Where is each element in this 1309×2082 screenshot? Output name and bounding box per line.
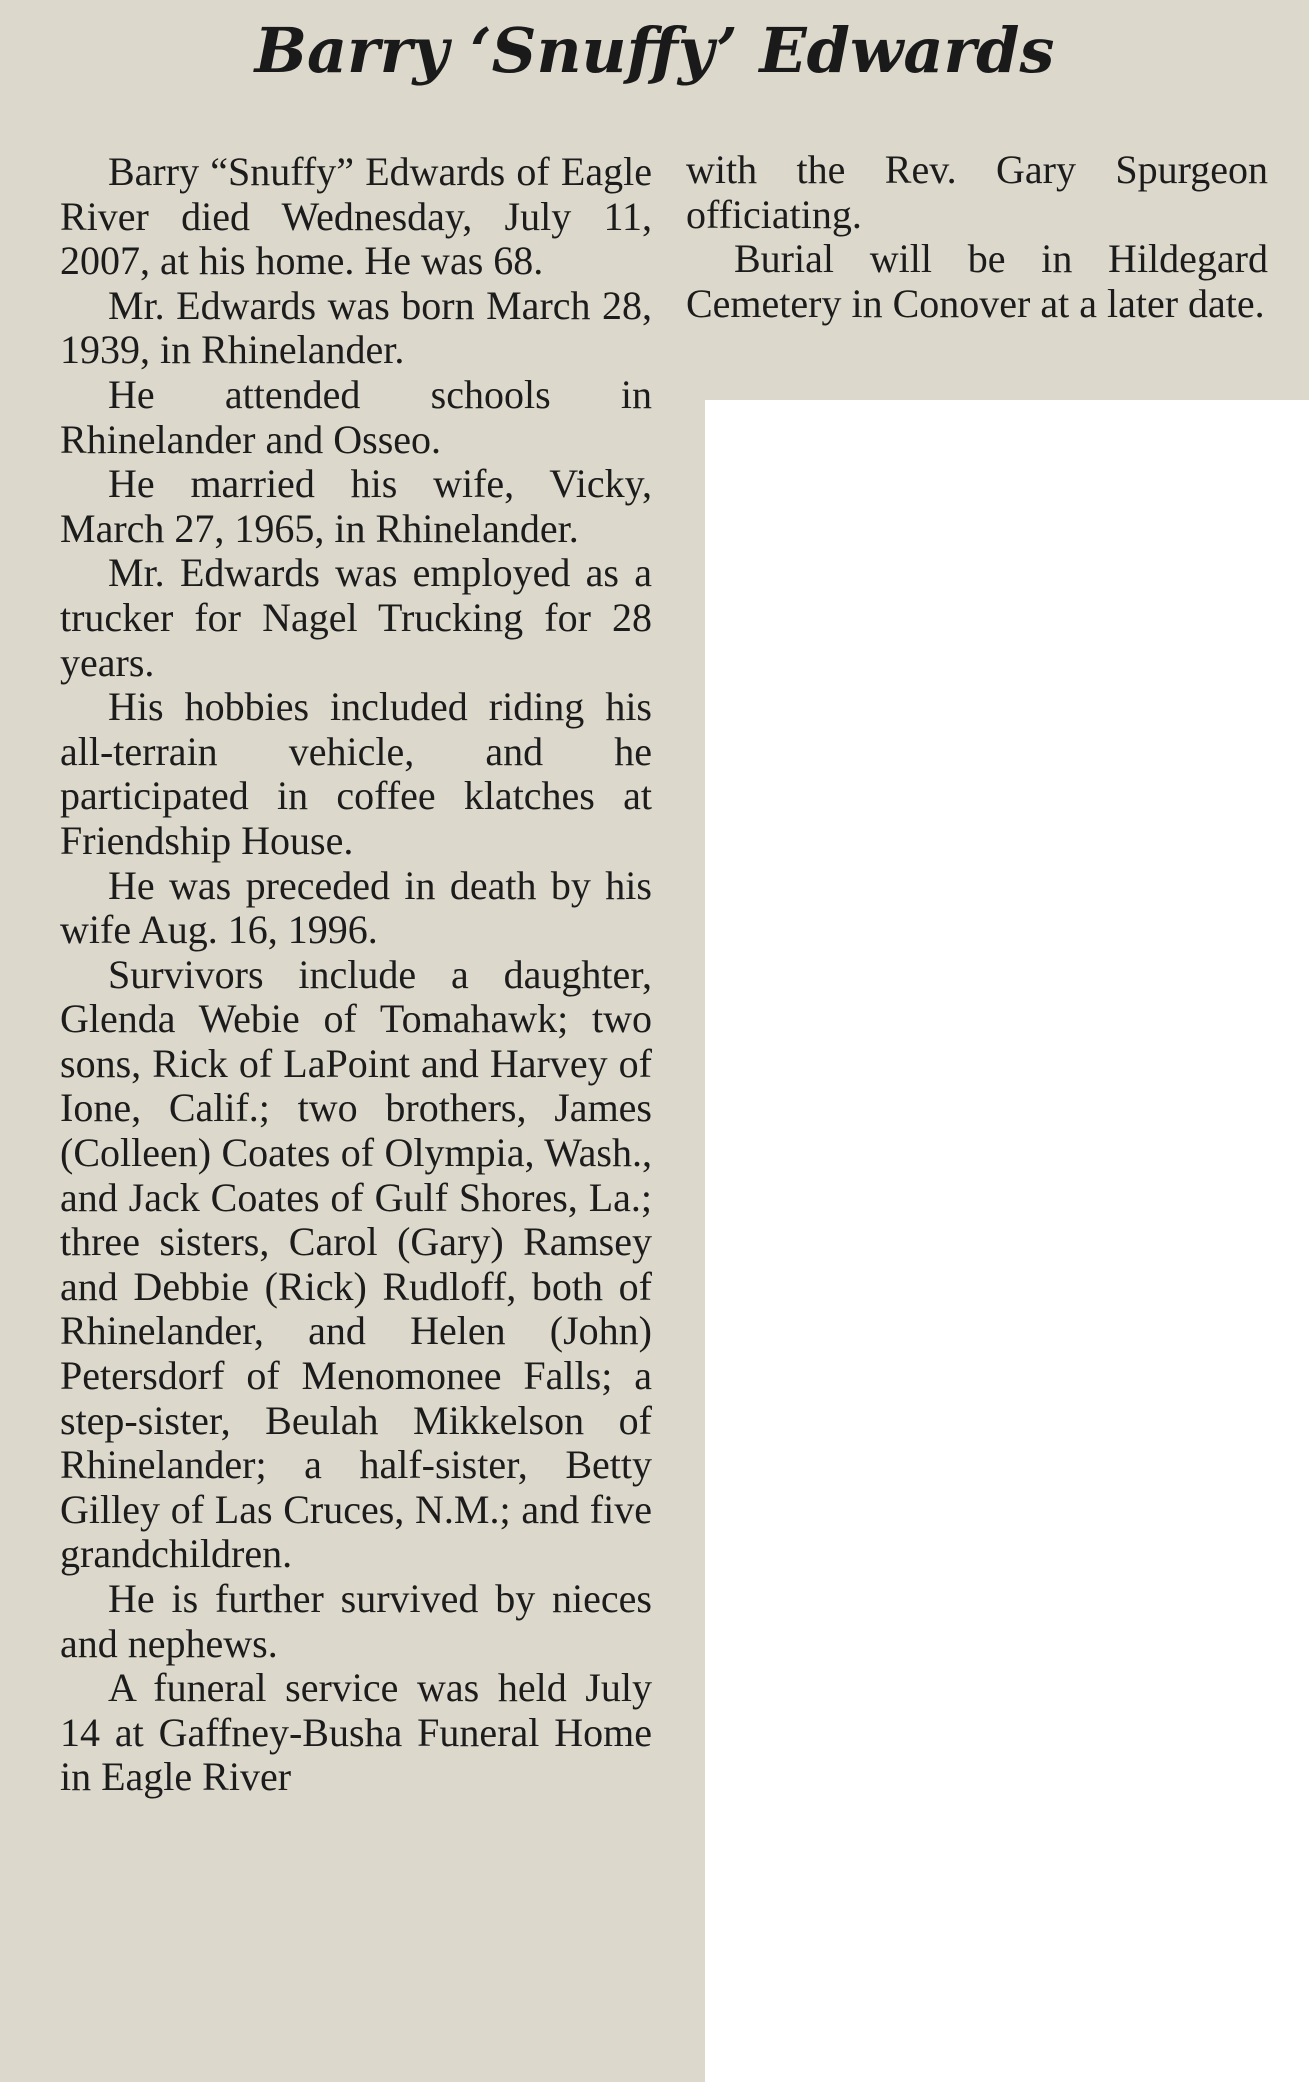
paragraph: His hobbies included riding his all-terrain vehicle, and he participated in coffee klatches at Friendship House. bbox=[60, 684, 652, 863]
paragraph: with the Rev. Gary Spurgeon officiating. bbox=[686, 147, 1268, 237]
paragraph: Mr. Edwards was employed as a trucker for Nagel Trucking for 28 years. bbox=[60, 550, 652, 685]
paragraph: A funeral service was held July 14 at Gaffney-Busha Funeral Home in Eagle River bbox=[60, 1665, 652, 1800]
blank-area bbox=[705, 400, 1309, 2082]
obituary-title: Barry ‘Snuffy’ Edwards bbox=[254, 14, 1055, 87]
paragraph: He attended schools in Rhinelander and Osseo. bbox=[60, 371, 652, 462]
paragraph: He married his wife, Vicky, March 27, 1965, in Rhinelander. bbox=[60, 461, 652, 551]
paragraph: Survivors include a daughter, Glenda Webie of Tomahawk; two sons, Rick of LaPoint and Harvey of Ione, Calif.; two brothers, James (Colleen) Coates of Olympia, Wash., and Jack Coates of Gulf Shores, La.; three sisters, Carol (Gary) Ramsey and Debbie (Rick) Rudloff, both of Rhinelander, and Helen (John) Petersdorf of Menomonee Falls; a step-sister, Beulah Mikkelson of Rhinelander; a half-sister, Betty Gilley of Las Cruces, N.M.; and five grandchildren. bbox=[60, 951, 652, 1577]
paragraph: He is further survived by nieces and nephews. bbox=[60, 1576, 652, 1666]
paragraph: Mr. Edwards was born March 28, 1939, in Rhinelander. bbox=[60, 282, 652, 373]
paragraph: Barry “Snuffy” Edwards of Eagle River died Wednesday, July 11, 2007, at his home. He was 68. bbox=[60, 149, 652, 284]
text-column-1 bbox=[60, 150, 652, 1800]
paragraph: Burial will be in Hildegard Cemetery in Conover at a later date. bbox=[686, 236, 1268, 326]
text-column-2 bbox=[686, 148, 1268, 326]
paragraph: He was preceded in death by his wife Aug. 16, 1996. bbox=[60, 862, 652, 953]
